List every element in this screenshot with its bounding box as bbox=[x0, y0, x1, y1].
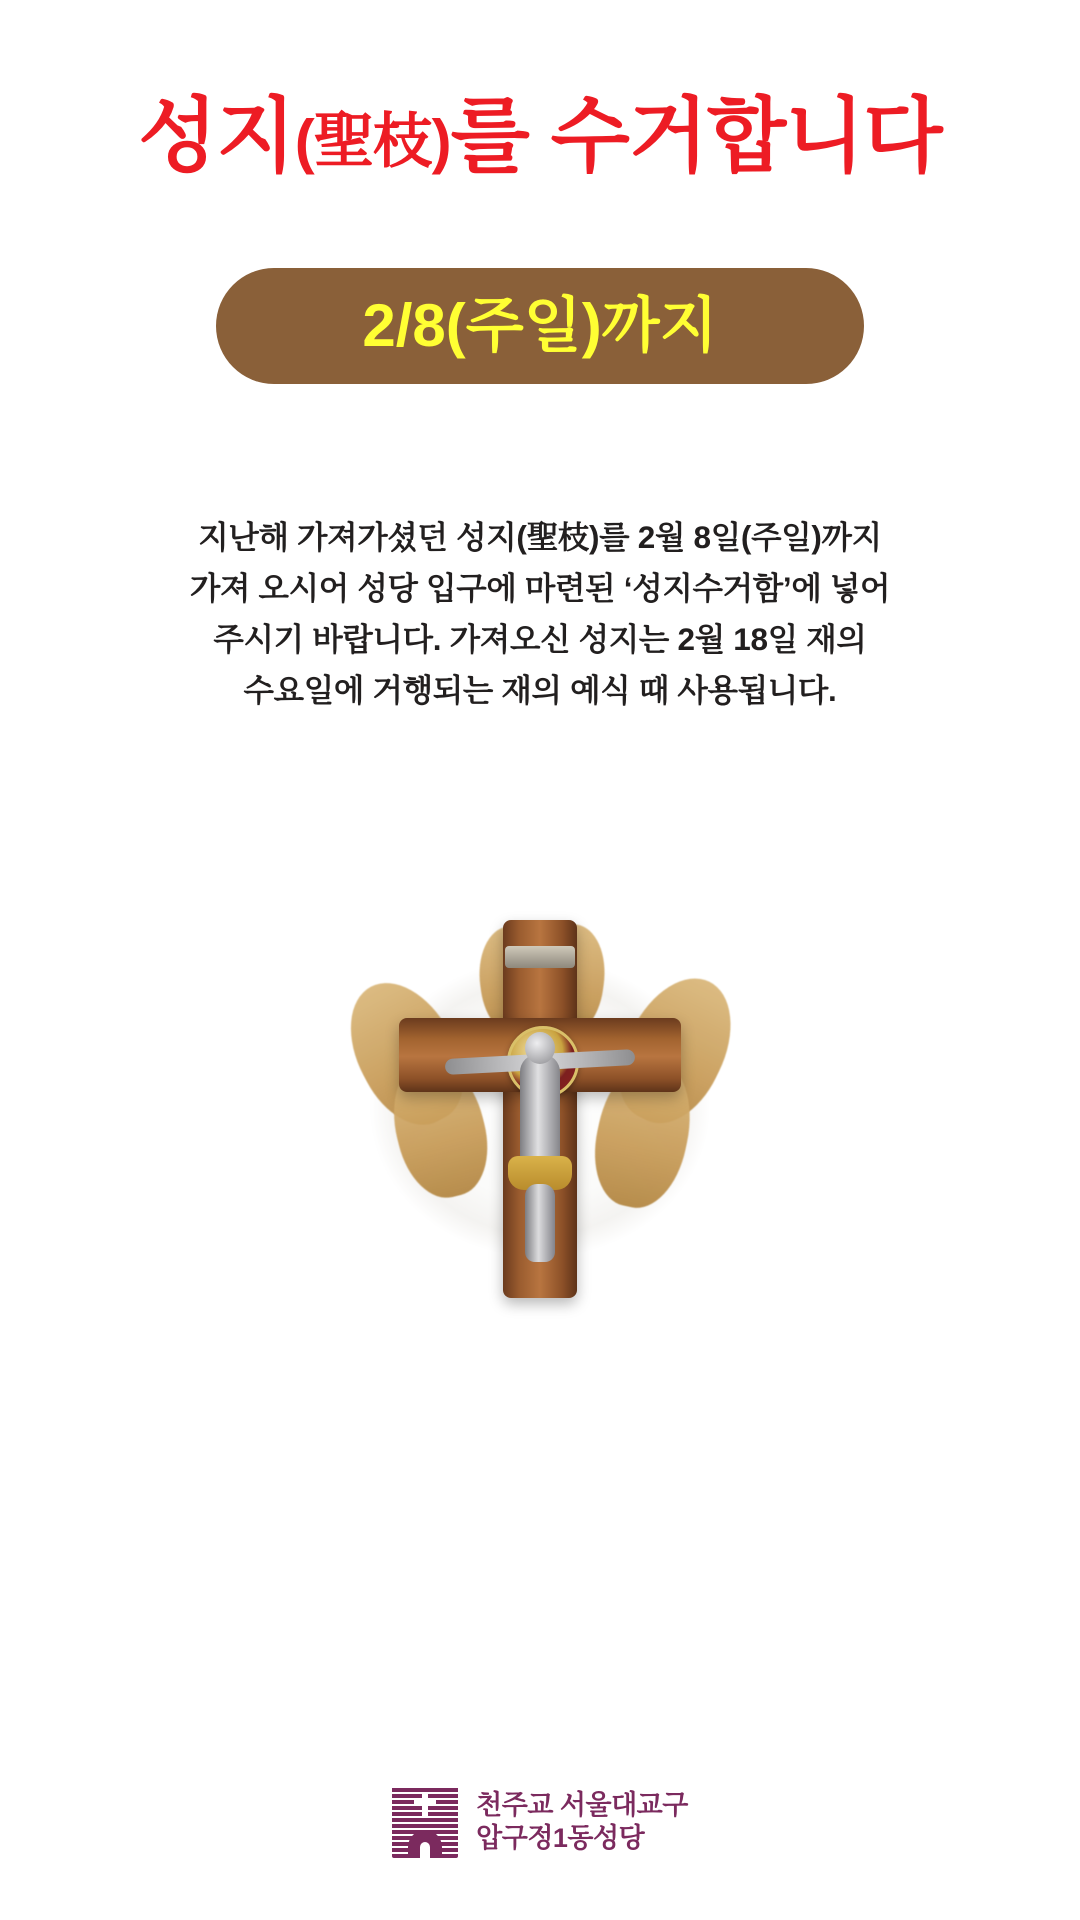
footer-organization bbox=[476, 1791, 688, 1853]
figure-legs bbox=[525, 1184, 555, 1262]
page-title-lead: 성지 bbox=[138, 91, 295, 182]
page-title-hanja: (聖枝) bbox=[294, 108, 451, 175]
crucifix-with-palm-branches-photo bbox=[330, 908, 750, 1308]
corpus-christi-figure bbox=[445, 1028, 635, 1258]
logo-door-shape bbox=[420, 1842, 430, 1858]
body-line-4: 수요일에 거행되는 재의 예식 때 사용됩니다. bbox=[243, 672, 837, 709]
crucifix-image-area bbox=[0, 898, 1080, 1318]
footer-diocese-name: 천주교 서울대교구 bbox=[476, 1789, 688, 1820]
body-line-1: 지난해 가져가셨던 성지(聖枝)를 2월 8일(주일)까지 bbox=[198, 519, 882, 556]
body-line-2: 가져 오시어 성당 입구에 마련된 ‘성지수거함’에 넣어 bbox=[189, 570, 891, 607]
footer bbox=[0, 1786, 1080, 1858]
logo-cross-horizontal bbox=[414, 1799, 436, 1805]
titulus-plate bbox=[505, 946, 575, 968]
deadline-label: 2/8(주일)까지 bbox=[362, 292, 718, 360]
footer-parish-name: 압구정1동성당 bbox=[476, 1823, 645, 1853]
page-title bbox=[138, 92, 941, 182]
body-paragraph bbox=[170, 512, 910, 716]
catholic-church-logo-icon bbox=[392, 1786, 458, 1858]
body-line-3: 주시기 바랍니다. 가져오신 성지는 2월 18일 재의 bbox=[213, 621, 867, 658]
deadline-badge bbox=[216, 268, 864, 384]
page-title-tail: 를 수거합니다 bbox=[450, 91, 942, 182]
